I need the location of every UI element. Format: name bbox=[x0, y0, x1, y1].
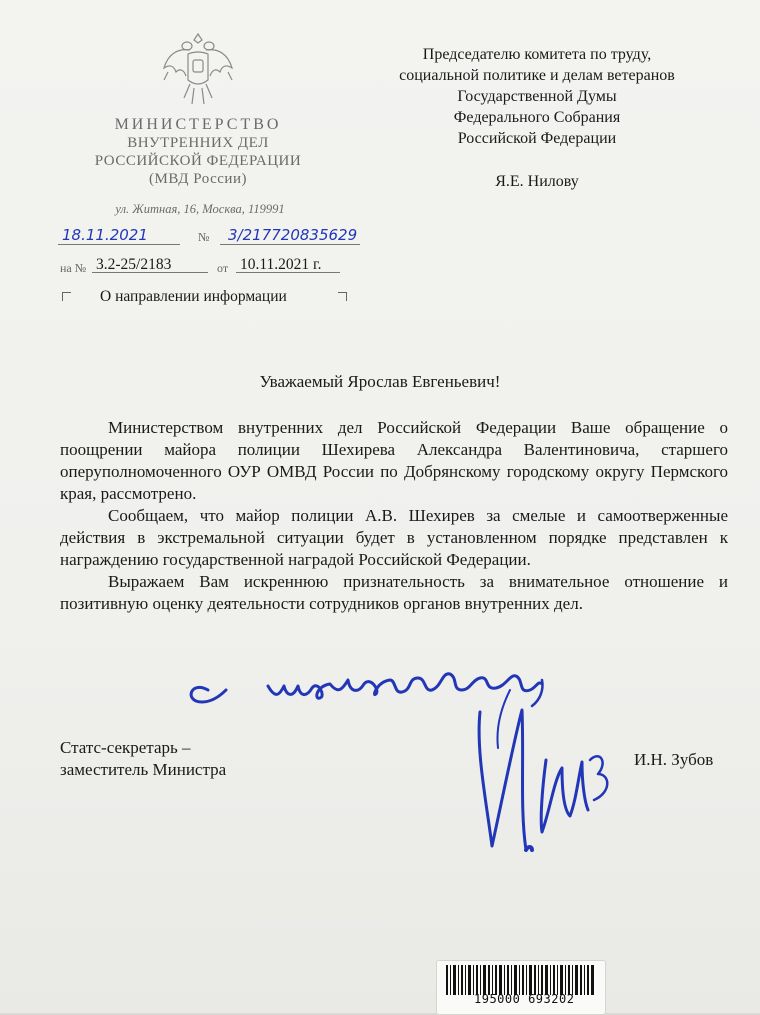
barcode-number: 195000 693202 bbox=[474, 992, 575, 1006]
body-paragraph: Выражаем Вам искреннюю признательность за внимательное отношение и позитивную оценку деятельности сотрудников органов внутренних дел. bbox=[60, 572, 728, 613]
addressee-name: Я.Е. Нилову bbox=[495, 173, 579, 190]
letter-body bbox=[60, 417, 728, 615]
date-underline bbox=[58, 244, 180, 245]
addressee-line: Председателю комитета по труду, bbox=[422, 46, 652, 63]
ref-number-underline bbox=[92, 272, 208, 273]
subject-bracket-right bbox=[338, 292, 347, 301]
ministry-address: ул. Житная, 16, Москва, 119991 bbox=[115, 202, 285, 216]
registration-number-label: № bbox=[198, 230, 210, 244]
barcode-sticker bbox=[436, 960, 606, 1015]
greeting: Уважаемый Ярослав Евгеньевич! bbox=[259, 372, 501, 391]
body-paragraph: Министерством внутренних дел Российской Федерации Ваше обращение о поощрении майора полиции Шехирева Александра Валентиновича, старшего оперуполномоченного ОУР ОМВД России по Добрянскому городскому округу Пермского края, рассмотрено. bbox=[60, 418, 728, 503]
signatory-title bbox=[60, 737, 226, 781]
addressee-line: Государственной Думы bbox=[457, 88, 617, 105]
ministry-name-block bbox=[80, 116, 316, 188]
ministry-line: МИНИСТЕРСТВО bbox=[114, 116, 282, 133]
addressee-line: социальной политике и делам ветеранов bbox=[399, 67, 675, 84]
addressee-line: Федерального Собрания bbox=[453, 109, 621, 126]
reference-date: 10.11.2021 г. bbox=[240, 256, 322, 273]
reference-number: 3.2-25/2183 bbox=[96, 256, 172, 273]
ministry-line: РОССИЙСКОЙ ФЕДЕРАЦИИ bbox=[94, 153, 302, 169]
addressee-line: Российской Федерации bbox=[457, 130, 617, 147]
ministry-line: (МВД России) bbox=[149, 171, 247, 187]
registration-number: 3/217720835629 bbox=[228, 226, 358, 244]
addressee-block bbox=[346, 44, 728, 192]
ministry-line: ВНУТРЕННИХ ДЕЛ bbox=[127, 135, 269, 151]
subject-bracket-left bbox=[62, 292, 71, 301]
signatory-title-line: заместитель Министра bbox=[60, 760, 227, 779]
body-paragraph: Сообщаем, что майор полиции А.В. Шехирев за смелые и самоотверженные действия в экстремальной ситуации будет в установленном порядке представлен к награждению государственной наградой Российской Федерации. bbox=[60, 506, 728, 569]
letter-subject: О направлении информации bbox=[100, 288, 287, 305]
signatory-title-line: Статс-секретарь – bbox=[60, 738, 191, 757]
ref-date-underline bbox=[236, 272, 340, 273]
signatory-name: И.Н. Зубов bbox=[634, 750, 714, 769]
registration-date: 18.11.2021 bbox=[62, 226, 148, 244]
number-underline bbox=[220, 244, 360, 245]
barcode-icon bbox=[446, 965, 596, 995]
handwritten-signature bbox=[180, 650, 620, 880]
reference-prefix: на № bbox=[60, 261, 87, 275]
coat-of-arms-emblem bbox=[160, 28, 236, 110]
reference-from-label: от bbox=[217, 261, 229, 275]
